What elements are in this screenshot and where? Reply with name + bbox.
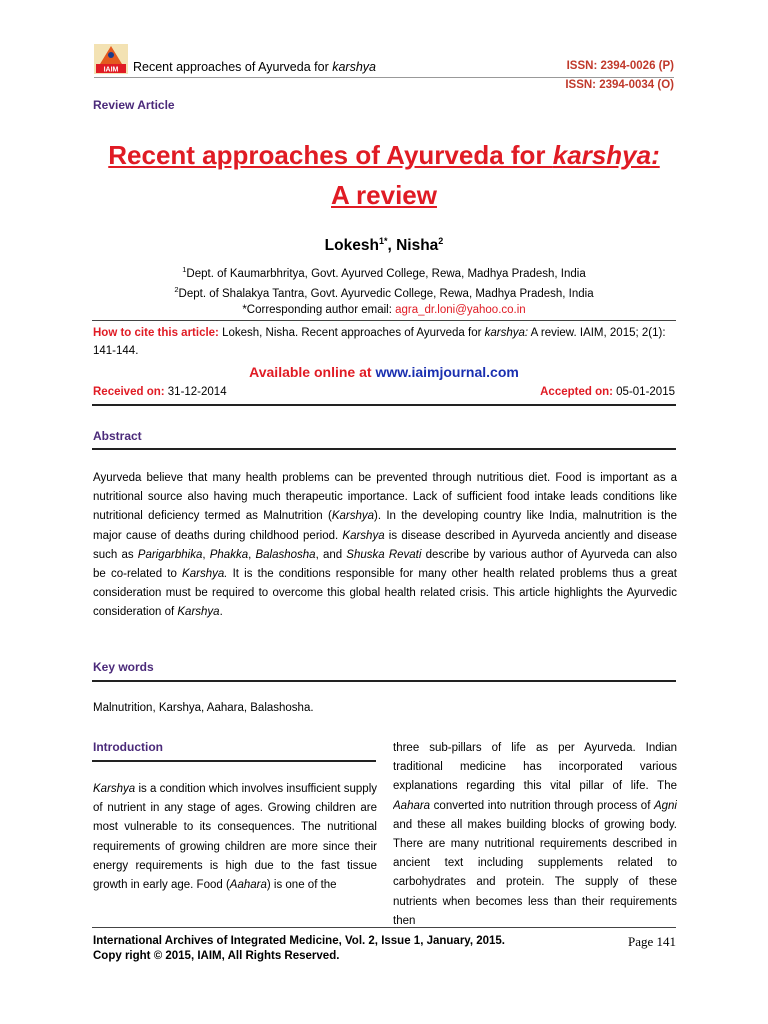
abstract-span: Ayurveda believe that many health problems can be prevented through nutritious diet. Food is important as a nutritional source also having much therapeutic importance. Lack of sufficient food intake leads conditions like nutritional deficiency termed as Malnutrition (	[93, 472, 677, 523]
keywords-heading: Key words	[93, 660, 154, 674]
citation	[93, 324, 675, 360]
author-separator: ,	[387, 237, 397, 255]
abstract-span: describe by various author of Ayurveda can also be co-related to	[93, 548, 678, 581]
received-date	[93, 386, 227, 398]
abstract-italic: Parigarbhika	[137, 548, 203, 561]
received-label: Received on:	[93, 386, 165, 398]
abstract-italic: Balashosha	[255, 548, 316, 561]
abstract-heading: Abstract	[93, 429, 142, 443]
footer-copyright: Copy right © 2015, IAIM, All Rights Reserved.	[93, 950, 340, 962]
accepted-date	[540, 386, 675, 398]
article-title-line1	[60, 140, 708, 171]
intro-span: is a condition which involves insufficient supply of nutrient in any stage of ages. Growing children are most vulnerable to its consequences. The nutritional requirements of growing children are more since their energy requirements is high due to the fast tissue growth in early age. Food (	[93, 783, 377, 892]
introduction-heading: Introduction	[93, 740, 163, 754]
title-text: Recent approaches of Ayurveda for	[108, 140, 553, 170]
citation-text: Lokesh, Nisha. Recent approaches of Ayurveda for	[218, 327, 485, 339]
article-type: Review Article	[93, 98, 175, 112]
citation-italic: karshya:	[484, 327, 529, 339]
affiliation-text: Dept. of Kaumarbhritya, Govt. Ayurved College, Rewa, Madhya Pradesh, India	[186, 267, 586, 280]
running-title-italic: karshya	[332, 60, 376, 74]
running-title-text: Recent approaches of Ayurveda for	[133, 60, 333, 74]
abstract-span: is disease described in Ayurveda anciently and disease such as	[93, 529, 677, 561]
article-title-line2: A review	[331, 180, 437, 210]
abstract-span: ,	[248, 548, 256, 561]
abstract-italic: Karshya.	[182, 568, 228, 581]
page-number: Page 141	[627, 934, 676, 949]
abstract-italic: Karshya	[177, 606, 220, 619]
intro-italic: Agni	[653, 799, 677, 812]
abstract-span: .	[219, 606, 223, 619]
introduction-right-column	[393, 739, 677, 925]
running-title	[133, 60, 376, 74]
intro-span: three sub-pillars of life as per Ayurveda. Indian traditional medicine has incorporated various explanations regarding this vital pillar of life. The	[393, 742, 677, 793]
title-italic: karshya:	[552, 140, 660, 170]
footer-divider	[92, 927, 676, 928]
intro-italic: Aahara	[229, 879, 267, 892]
citation-divider	[92, 320, 676, 321]
affiliation-1	[0, 265, 768, 280]
corresponding-email[interactable]: agra_dr.loni@yahoo.co.in	[395, 304, 526, 316]
abstract-span: ). In the developing country like India, malnutrition is the major cause of deaths during childhood period.	[93, 510, 677, 542]
abstract-italic: Shuska Revati	[346, 548, 422, 561]
dates-divider	[92, 404, 676, 406]
available-online-label: Available online at	[249, 364, 376, 380]
keywords-divider	[92, 680, 676, 682]
author-name: Nisha	[396, 237, 439, 255]
intro-span: converted into nutrition through process of	[430, 799, 654, 812]
affiliation-sup: 2	[174, 285, 179, 294]
abstract-divider	[92, 448, 676, 450]
accepted-value: 05-01-2015	[612, 386, 675, 398]
issn-online: ISSN: 2394-0034 (O)	[565, 79, 674, 91]
keywords-text: Malnutrition, Karshya, Aahara, Balashosha.	[93, 702, 314, 714]
logo-text: IAIM	[103, 66, 119, 74]
intro-span: and these all makes building blocks of growing body. There are many nutritional requirements described in ancient text including supplements related to carbohydrates and protein. The supply of these nutrients when becomes less than their requirements then	[393, 818, 677, 925]
abstract-italic: Phakka	[209, 548, 249, 561]
introduction-left-column	[93, 780, 377, 895]
introduction-divider	[92, 760, 376, 762]
affiliation-text: Dept. of Shalakya Tantra, Govt. Ayurvedic College, Rewa, Madhya Pradesh, India	[178, 287, 594, 300]
iaim-logo	[94, 44, 128, 74]
affiliation-2	[0, 285, 768, 300]
author-list	[0, 236, 768, 255]
citation-text-end: A review. IAIM, 2015; 2(1): 141-144.	[93, 327, 666, 357]
corresponding-label: *Corresponding author email:	[242, 304, 396, 316]
citation-label: How to cite this article:	[93, 327, 219, 339]
corresponding-author	[0, 304, 768, 316]
author-sup: 1*	[378, 236, 388, 246]
abstract-span: ,	[202, 548, 210, 561]
abstract-italic: Karshya	[342, 529, 385, 542]
intro-span: ) is one of the	[266, 879, 337, 892]
abstract-text	[93, 469, 677, 623]
affiliation-sup: 1	[182, 265, 187, 274]
author-name: Lokesh	[324, 237, 379, 255]
accepted-label: Accepted on:	[540, 386, 613, 398]
abstract-span: It is the conditions responsible for many other health related problems thus a great consideration must be required to overcome this global health related crisis. This article highlights the Ayurvedic consideration of	[93, 568, 678, 619]
abstract-span: , and	[315, 548, 347, 561]
footer-journal: International Archives of Integrated Medicine, Vol. 2, Issue 1, January, 2015.	[93, 935, 506, 947]
intro-italic: Aahara	[393, 799, 431, 812]
header-divider	[94, 77, 674, 78]
author-sup: 2	[438, 236, 444, 246]
received-value: 31-12-2014	[164, 386, 227, 398]
intro-italic: Karshya	[93, 783, 136, 795]
abstract-italic: Karshya	[331, 510, 375, 523]
issn-print: ISSN: 2394-0026 (P)	[566, 60, 674, 72]
journal-url-link[interactable]: www.iaimjournal.com	[375, 364, 519, 380]
available-online	[0, 364, 768, 380]
